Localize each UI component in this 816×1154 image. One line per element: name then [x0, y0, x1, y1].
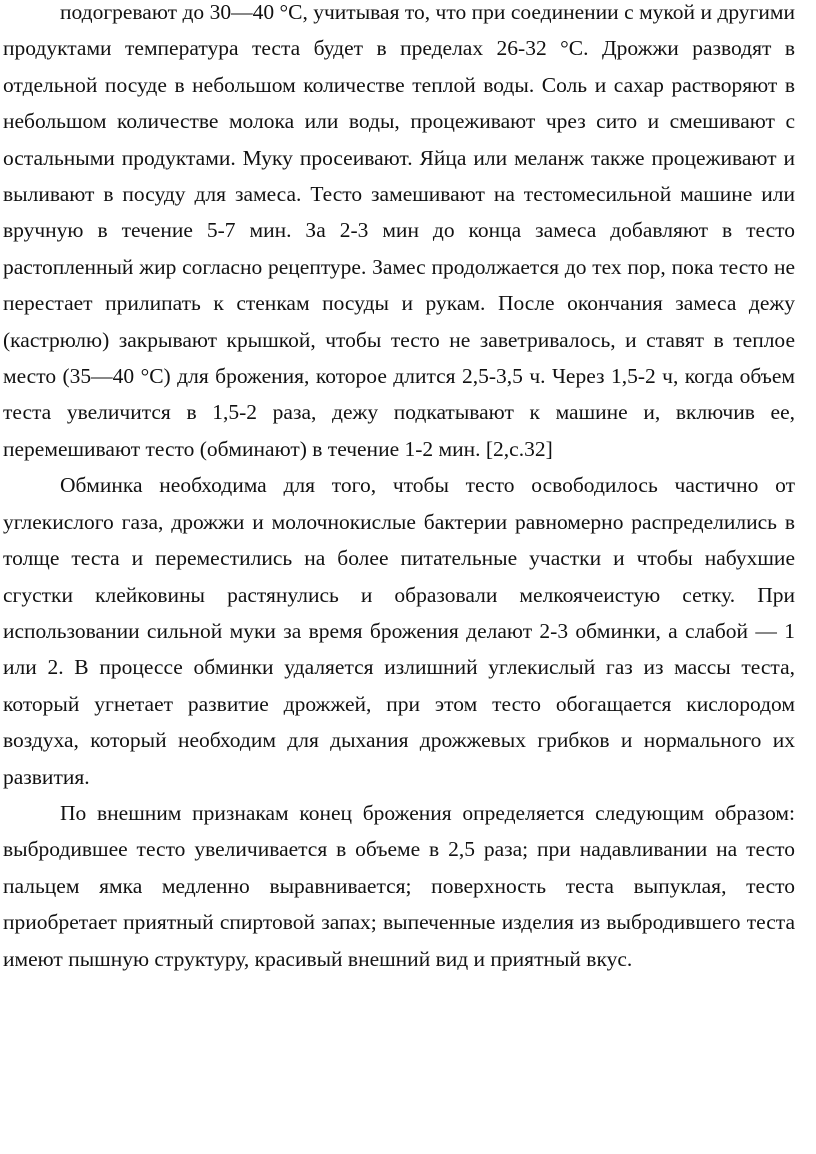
paragraph-punching-down: Обминка необходима для того, чтобы тесто освободилось частично от углекислого газа, дрожжи и молочнокислые бактерии равномерно распределились в толще теста и переместились на более питательные участки и чтобы набухшие сгустки клейковины растянулись и образовали мелкоячеистую сетку. При использовании сильной муки за время брожения делают 2-3 обминки, а слабой — 1 или 2. В процессе обминки удаляется излишний углекислый газ из массы теста, который угнетает развитие дрожжей, при этом тесто обогащается кислородом воздуха, который необходим для дыхания дрожжевых грибков и нормального их развития.	[3, 473, 795, 789]
paragraph-fermentation-process: подогревают до 30—40 °С, учитывая то, что при соединении с мукой и другими продуктами температура теста будет в пределах 26-32 °С. Дрожжи разводят в отдельной посуде в небольшом количестве теплой воды. Соль и сахар растворяют в небольшом количестве молока или воды, процеживают чрез сито и смешивают с остальными продуктами. Муку просеивают. Яйца или меланж также процеживают и выливают в посуду для замеса. Тесто замешивают на тестомесильной машине или вручную в течение 5-7 мин. За 2-3 мин до конца замеса добавляют в тесто растопленный жир согласно рецептуре. Замес продолжается до тех пор, пока тесто не перестает прилипать к стенкам посуды и рукам. После окончания замеса дежу (кастрюлю) закрывают крышкой, чтобы тесто не заветривалось, и ставят в теплое место (35—40 °С) для брожения, которое длится 2,5-3,5 ч. Через 1,5-2 ч, когда объем теста увеличится в 1,5-2 раза, дежу подкатывают к машине и, включив ее, перемешивают тесто (обминают) в течение 1-2 мин. [2,с.32]	[3, 0, 795, 461]
document-page	[3, 0, 795, 977]
paragraph-fermentation-end-signs: По внешним признакам конец брожения определяется следующим образом: выбродившее тесто увеличивается в объеме в 2,5 раза; при надавливании на тесто пальцем ямка медленно выравнивается; поверхность теста выпуклая, тесто приобретает приятный спиртовой запах; выпеченные изделия из выбродившего теста имеют пышную структуру, красивый внешний вид и приятный вкус.	[3, 800, 795, 971]
